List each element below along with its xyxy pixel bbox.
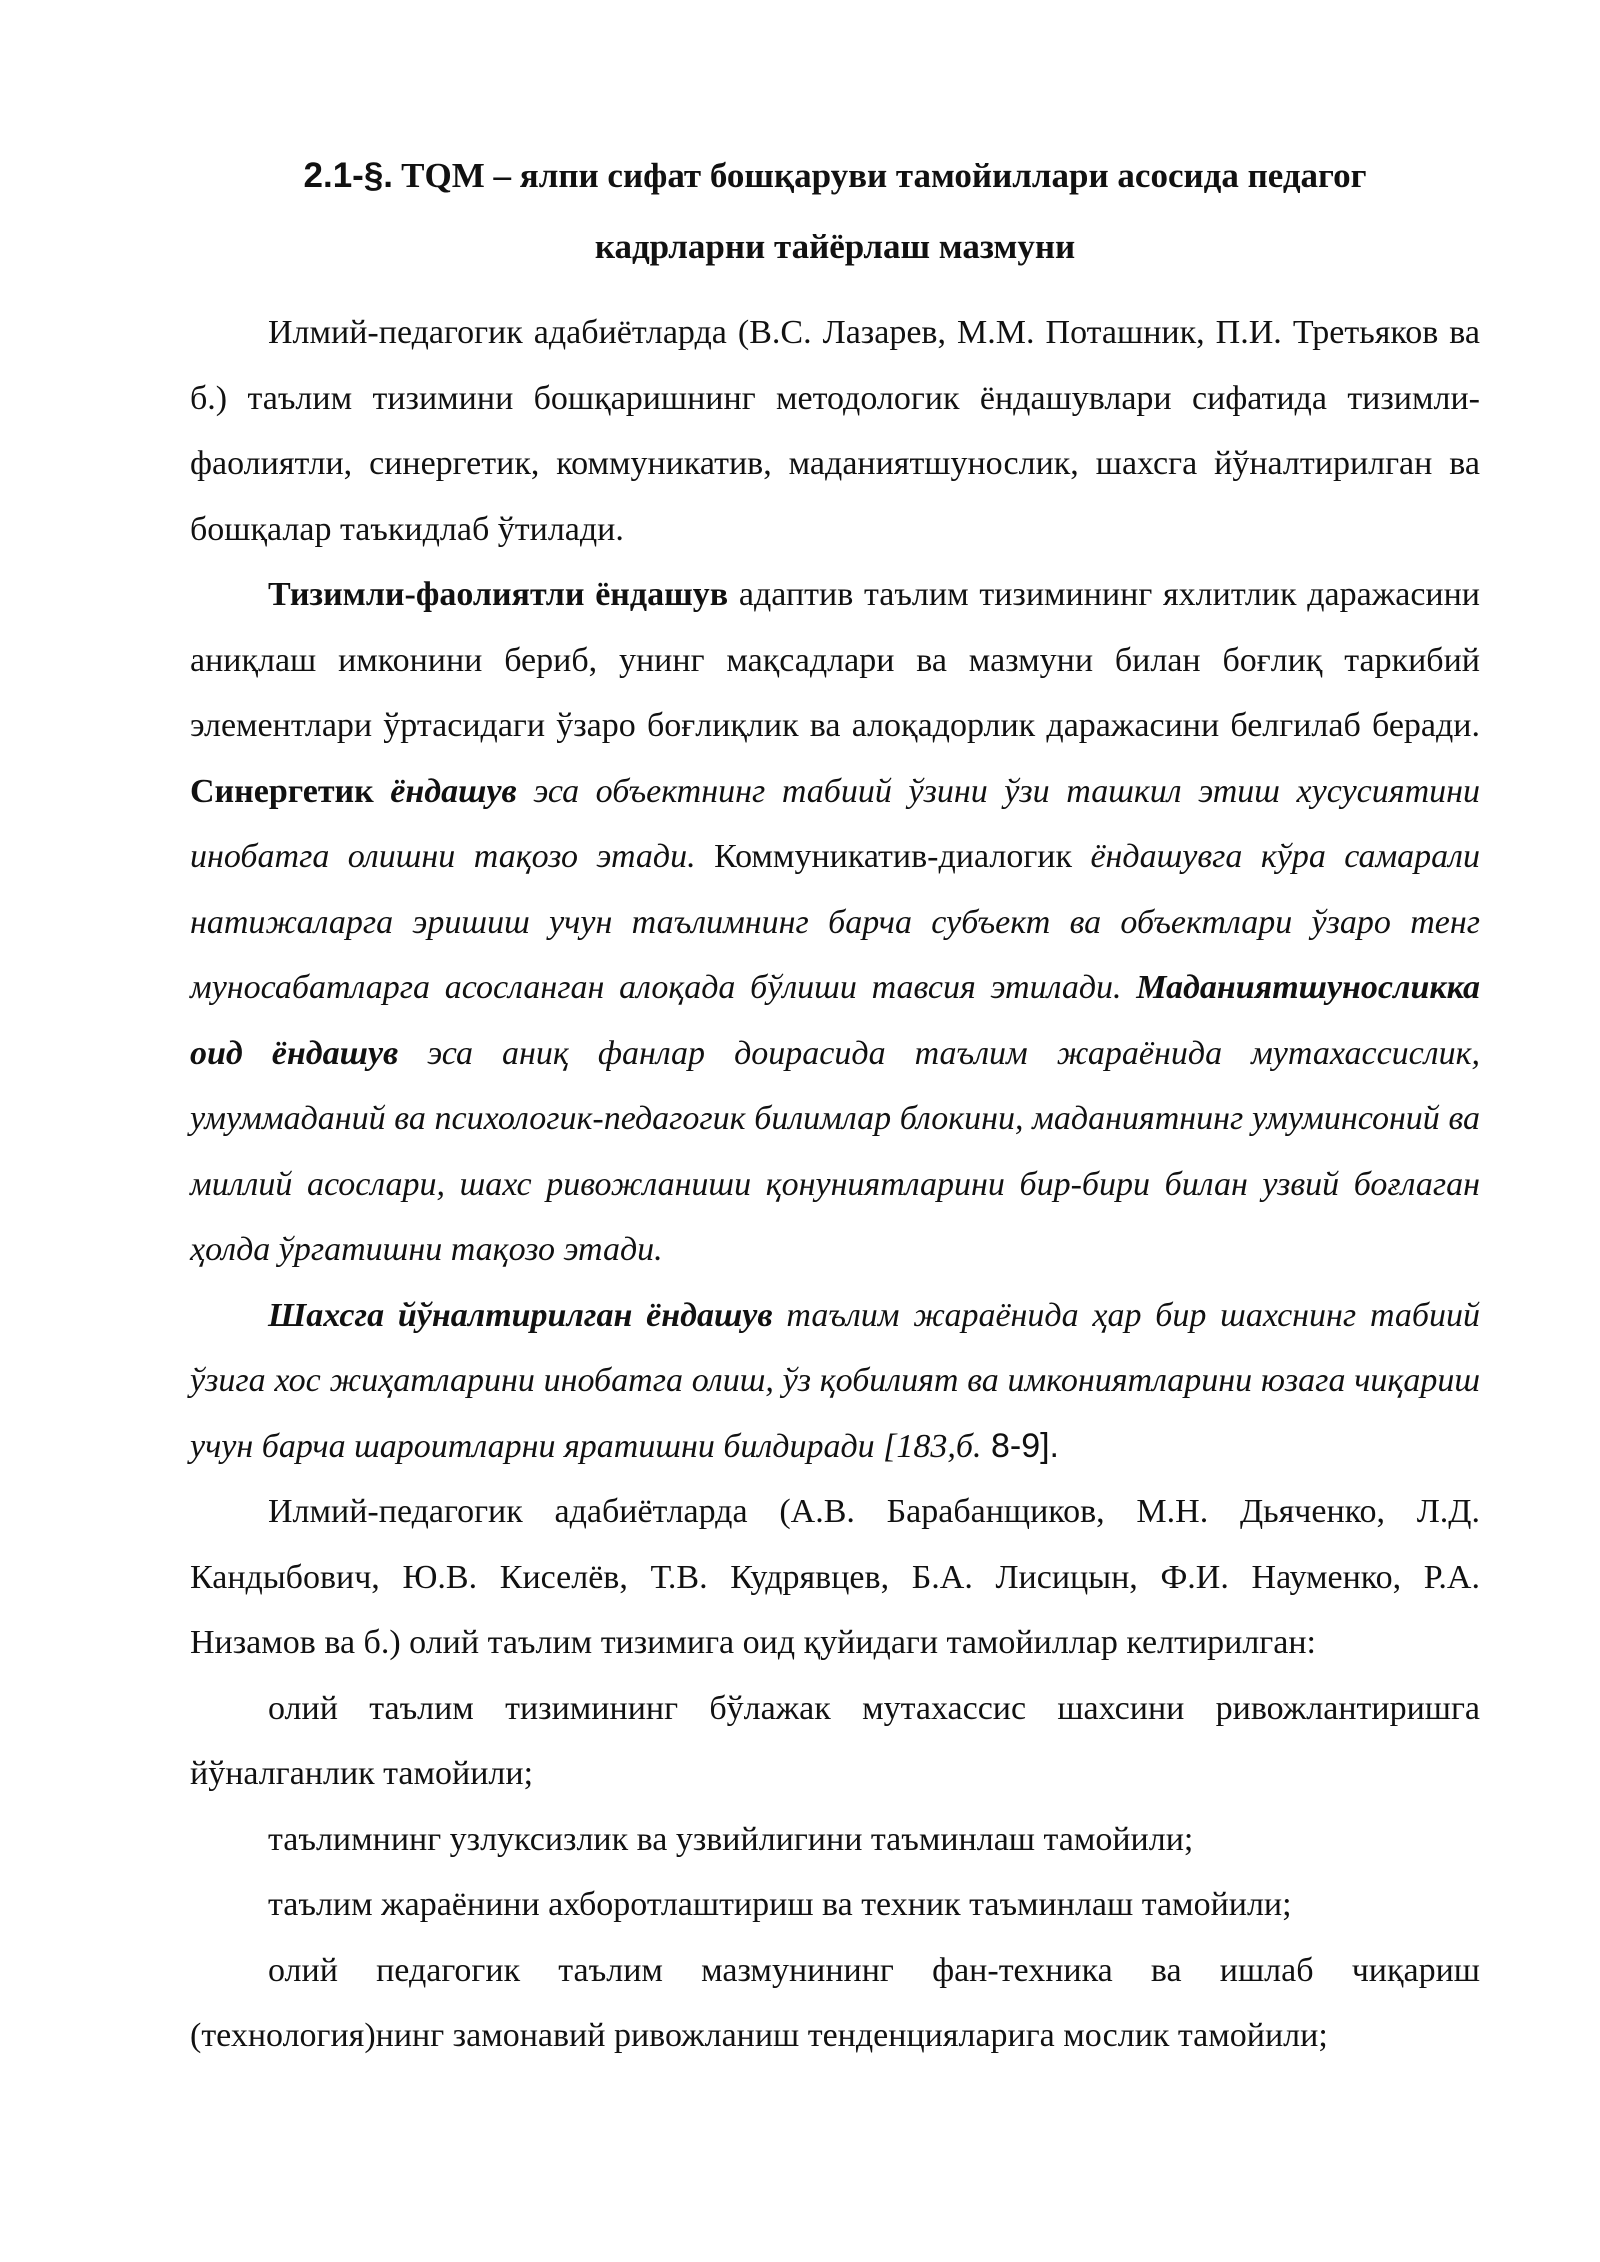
paragraph-approaches-detail <box>190 562 1480 1283</box>
text-cultural-approach: эса аниқ фанлар доирасида таълим жараёнида мутахассислик, умуммаданий ва психологик-педагогик билимлар блокини, маданиятнинг умуминсоний ва миллий асослари, шахс ривожланиши қонуниятларини бир-бири билан узвий боғлаган ҳолда ўргатишни тақозо этади. <box>190 1034 1480 1268</box>
principle-item: таълимнинг узлуксизлик ва узвийлигини таъминлаш тамойили; <box>268 1820 1194 1858</box>
text-systemic-approach: адаптив таълим тизимининг яхлитлик даражасини аниқлаш имконини бериб, унинг мақсадлари ва мазмуни билан боғлиқ таркибий элементлари ўртасидаги ўзаро боғлиқлик ва алоқадорлик даражасини белгилаб беради. <box>190 576 1480 744</box>
term-personality-approach: Шахсга йўналтирилган ёндашув <box>268 1296 773 1334</box>
paragraph-personality-approach <box>190 1283 1480 1480</box>
section-heading <box>190 140 1480 282</box>
text-personality-approach: таълим жараёнида ҳар бир шахснинг табиий ўзига хос жиҳатларини инобатга олиш, ўз қобилият ва имкониятларини юзага чиқариш учун барча шароитларни яратишни билдиради [183,б. <box>190 1296 1481 1465</box>
term-cultural-approach: Маданиятшуносликка оид ёндашув <box>190 969 1480 1072</box>
text-synergetic-approach: эса объектнинг табиий ўзини ўзи ташкил этиш хусусиятини инобатга олишни тақозо этади. <box>190 772 1480 875</box>
heading-title-part-1: TQM – ялпи сифат бошқаруви тамойиллари асосида педагог <box>393 156 1367 195</box>
section-number: 2.1-§. <box>303 156 394 195</box>
heading-title-part-2: кадрларни тайёрлаш мазмуни <box>594 227 1076 266</box>
term-communicative-dialogic: Коммуникатив-диалогик <box>714 838 1072 875</box>
citation-pages: 8-9]. <box>981 1426 1059 1465</box>
term-systemic-approach: Тизимли-фаолиятли ёндашув <box>268 576 729 613</box>
principle-item: олий педагогик таълим мазмунининг фан-техника ва ишлаб чиқариш (технология)нинг замонавий ривожланиш тенденцияларига мослик тамойили; <box>190 1951 1480 2054</box>
term-synergetic: Синергетик <box>190 772 374 810</box>
text-communicative-approach: ёндашувга кўра самарали натижаларга эришиш учун таълимнинг барча субъект ва объектлари ўзаро тенг муносабатларга асосланган алоқада бўлиши тавсия этилади. <box>190 838 1480 1006</box>
principle-item: олий таълим тизимининг бўлажак мутахассис шахсини ривожлантиришга йўналганлик тамойили; <box>190 1689 1480 1792</box>
principle-item: таълим жараёнини ахборотлаштириш ва техник таъминлаш тамойили; <box>268 1886 1292 1923</box>
document-page <box>190 140 1480 2069</box>
paragraph-methodological-approaches: Илмий-педагогик адабиётларда (В.С. Лазарев, М.М. Поташник, П.И. Третьяков ва б.) таълим тизимини бошқаришнинг методологик ёндашувлари сифатида тизимли-фаолиятли, синергетик, коммуникатив, маданиятшунослик, шахсга йўналтирилган ва бошқалар таъкидлаб ўтилади. <box>190 314 1480 548</box>
paragraph-higher-education-principles: Илмий-педагогик адабиётларда (А.В. Барабанщиков, М.Н. Дьяченко, Л.Д. Кандыбович, Ю.В. Киселёв, Т.В. Кудрявцев, Б.А. Лисицын, Ф.И. Науменко, Р.А. Низамов ва б.) олий таълим тизимига оид қуйидаги тамойиллар келтирилган: <box>190 1493 1480 1661</box>
heading-line-1 <box>190 140 1480 211</box>
term-synergetic-approach: ёндашув <box>373 772 517 810</box>
